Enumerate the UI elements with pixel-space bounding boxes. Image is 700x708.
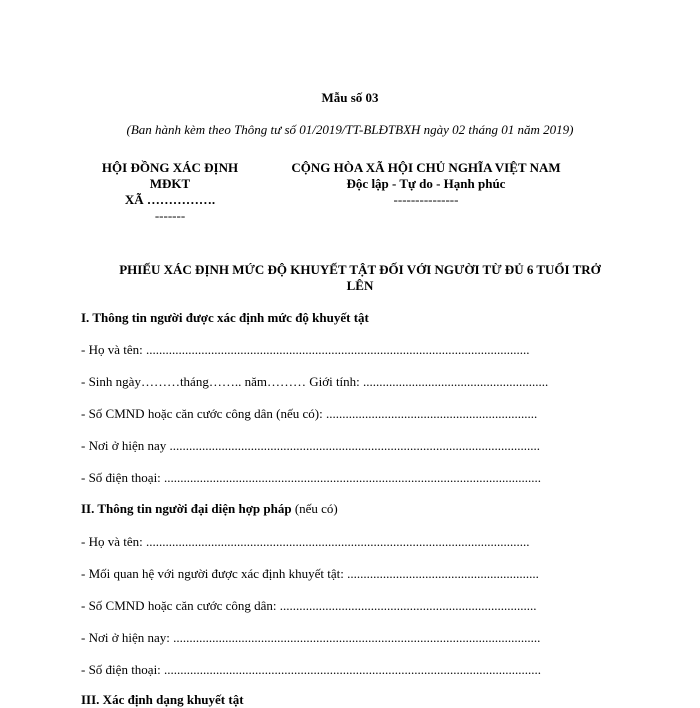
section2-field-id: - Số CMND hoặc căn cước công dân: ............................................................................... [81,598,537,613]
section1-field-birth: - Sinh ngày………tháng…….. năm……… Giới tính: ......................................................... [81,374,549,389]
right-header-line1: CỘNG HÒA XÃ HỘI CHỦ NGHĨA VIỆT NAM [291,160,561,175]
left-header-line1: HỘI ĐỒNG XÁC ĐỊNH [101,160,239,175]
form-title-line1: PHIẾU XÁC ĐỊNH MỨC ĐỘ KHUYẾT TẬT ĐỐI VỚI NGƯỜI TỪ ĐỦ 6 TUỔI TRỞ [119,262,601,277]
section3-heading: III. Xác định dạng khuyết tật [81,692,244,707]
section1-field-name: - Họ và tên: ...................................................................................................................... [81,342,530,357]
section2-heading-bold: II. Thông tin người đại diện hợp pháp [81,501,292,516]
section1-field-address: - Nơi ở hiện nay .................................................................................................................. [81,438,540,453]
section2-field-address: - Nơi ở hiện nay: ................................................................................................................. [81,630,541,645]
form-code: Mẫu số 03 [321,90,379,105]
section2-field-phone: - Số điện thoại: .................................................................................................................... [81,662,542,677]
section2-field-relation: - Mối quan hệ với người được xác định khuyết tật: ........................................................... [81,566,539,581]
left-header-line4: ------- [154,208,186,223]
section1-heading: I. Thông tin người được xác định mức độ khuyết tật [81,310,369,325]
section2-field-name: - Họ và tên: ...................................................................................................................... [81,534,530,549]
section1-field-phone: - Số điện thoại: .................................................................................................................... [81,470,542,485]
right-header-line2: Độc lập - Tự do - Hạnh phúc [346,176,506,191]
section1-field-id: - Số CMND hoặc căn cước công dân (nếu có): ................................................................. [81,406,538,421]
form-title-line2: LÊN [346,278,374,293]
section2-heading [81,501,338,517]
left-header-line2: MĐKT [149,176,191,191]
right-header-line3: --------------- [393,192,459,207]
left-header-line3: XÃ ……………. [124,192,216,207]
section2-heading-note: (nếu có) [291,501,338,516]
issued-note: (Ban hành kèm theo Thông tư số 01/2019/TT-BLĐTBXH ngày 02 tháng 01 năm 2019) [126,122,574,137]
